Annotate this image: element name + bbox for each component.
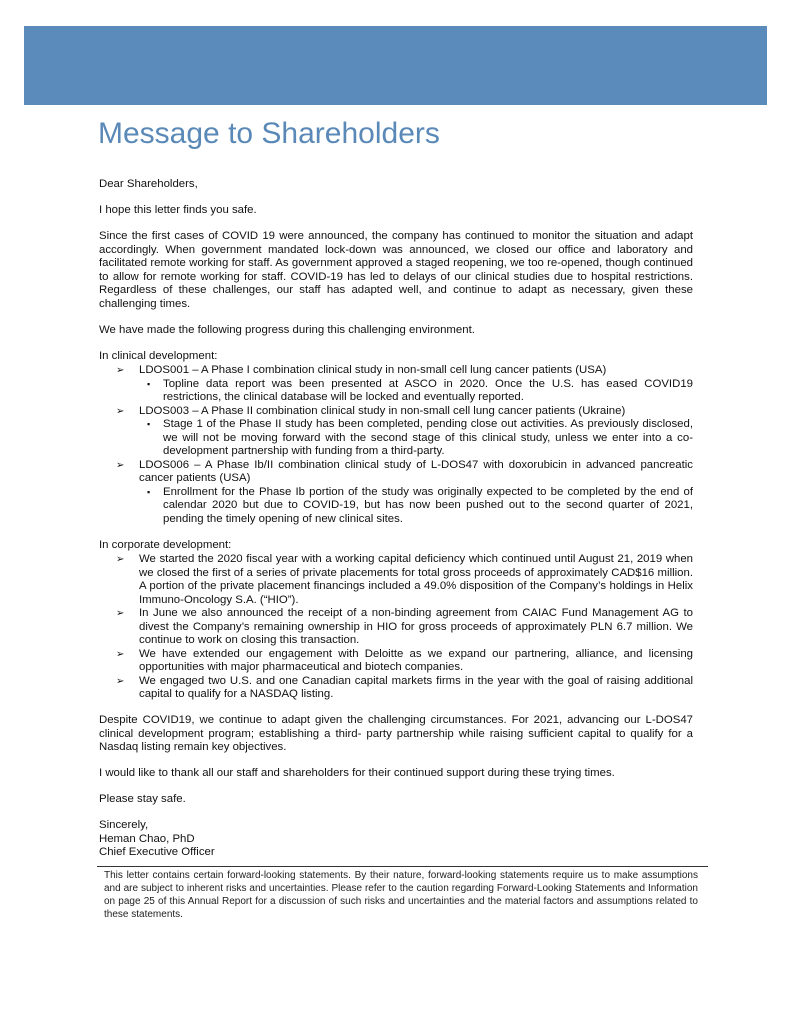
paragraph: Despite COVID19, we continue to adapt given the challenging circumstances. For 2021, advancing our L-DOS47 clinical development program; establishing a third- party partnership while raising sufficient capital to qualify for a Nasdaq listing remain key objectives.	[99, 714, 693, 753]
list-item: ➢ We have extended our engagement with Deloitte as we expand our partnering, alliance, and licensing opportunities with major pharmaceutical and biotech companies.	[116, 647, 693, 673]
header-band	[24, 26, 767, 105]
square-bullet-icon: ▪	[147, 419, 151, 429]
closing: Sincerely,	[99, 819, 149, 831]
corporate-list	[99, 553, 693, 702]
list-item: ➢ In June we also announced the receipt of a non-binding agreement from CAIAC Fund Management AG to divest the Company’s remaining ownership in HIO for gross proceeds of approximately PLN 6.7 million. We continue to work on closing this transaction.	[116, 607, 693, 646]
arrow-bullet-icon: ➢	[116, 608, 125, 619]
page-title: Message to Shareholders	[98, 117, 440, 150]
footer-disclaimer: This letter contains certain forward-looking statements. By their nature, forward-looking statements require us to make assumptions and are subject to inherent risks and uncertainties. Please refer to the caution regarding Forward-Looking Statements and Information on page 25 of this Annual Report for a discussion of such risks and uncertainties and the material factors and assumptions related to these statements.	[104, 870, 698, 920]
list-item: ➢ LDOS001 – A Phase I combination clinical study in non-small cell lung cancer patients (USA)	[116, 364, 607, 376]
section-heading: In corporate development:	[99, 538, 232, 551]
list-item: ➢ LDOS006 – A Phase Ib/II combination clinical study of L-DOS47 with doxorubicin in advanced pancreatic cancer patients (USA)	[116, 458, 693, 484]
arrow-bullet-icon: ➢	[116, 459, 125, 471]
footer-divider	[97, 866, 708, 867]
paragraph: I hope this letter finds you safe.	[99, 204, 257, 216]
square-bullet-icon: ▪	[147, 378, 151, 389]
list-item: ➢ We started the 2020 fiscal year with a working capital deficiency which continued until August 21, 2019 when we closed the first of a series of private placements for total gross proceeds of approximately CAD$16 million. A portion of the private placement financings included a 49.0% disposition of the Company’s holdings in Helix Immuno-Oncology S.A. (“HIO”).	[116, 553, 693, 606]
paragraph: I would like to thank all our staff and shareholders for their continued support during these trying times.	[99, 767, 615, 779]
sub-list-item: ▪ Topline data report was been presented at ASCO in 2020. Once the U.S. has eased COVID19 restrictions, the clinical database will be locked and eventually reported.	[147, 377, 693, 403]
arrow-bullet-icon: ➢	[116, 365, 125, 376]
sub-list-item: ▪ Enrollment for the Phase Ib portion of the study was originally expected to be completed by the end of calendar 2020 but due to COVID-19, but has now been pushed out to the second quarter of 2021, pending the timely opening of new clinical sites.	[147, 485, 693, 525]
sub-list-item: ▪ Stage 1 of the Phase II study has been completed, pending close out activities. As previously disclosed, we will not be moving forward with the second stage of this clinical study, unless we enter into a co-development partnership with funding from a third-party.	[147, 418, 693, 457]
list-item: ➢ We engaged two U.S. and one Canadian capital markets firms in the year with the goal of raising additional capital to qualify for a NASDAQ listing.	[116, 674, 693, 700]
paragraph: Please stay safe.	[99, 793, 186, 805]
arrow-bullet-icon: ➢	[116, 554, 125, 565]
list-item: ➢ LDOS003 – A Phase II combination clinical study in non-small cell lung cancer patients (Ukraine)	[116, 404, 626, 417]
signer-name: Heman Chao, PhD	[99, 832, 195, 845]
clinical-list	[99, 364, 693, 526]
salutation: Dear Shareholders,	[99, 178, 198, 190]
signer-title: Chief Executive Officer	[99, 846, 215, 858]
section-heading: In clinical development:	[99, 349, 218, 362]
arrow-bullet-icon: ➢	[116, 405, 125, 417]
arrow-bullet-icon: ➢	[116, 675, 125, 687]
arrow-bullet-icon: ➢	[116, 648, 125, 660]
letter-body	[99, 178, 693, 860]
square-bullet-icon: ▪	[147, 486, 151, 497]
signature-block	[99, 819, 693, 860]
paragraph: Since the first cases of COVID 19 were announced, the company has continued to monitor the situation and adapt accordingly. When government mandated lock-down was announced, we closed our office and laboratory and facilitated remote working for staff. As government approved a staged reopening, we too re-opened, though continued to allow for remote working for staff. COVID-19 has led to delays of our clinical studies due to hospital restrictions. Regardless of these challenges, our staff has adapted well, and continue to adapt as necessary, given these challenging times.	[99, 230, 693, 310]
paragraph: We have made the following progress during this challenging environment.	[99, 323, 475, 336]
